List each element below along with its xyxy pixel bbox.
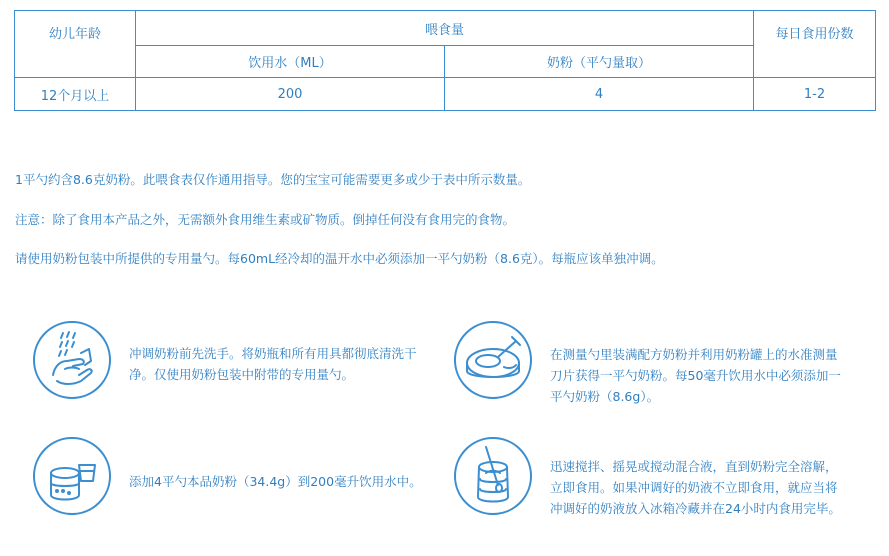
step-text: 在测量勺里装满配方奶粉并利用奶粉罐上的水准测量刀片获得一平勺奶粉。每50毫升饮用水中必须添加一平勺奶粉（8.6g）。 [550,347,841,404]
feeding-amount-header: 喂食量 [136,11,754,46]
step-wash-hands [33,321,473,411]
age-cell: 12个月以上 [15,78,136,111]
water-header: 饮用水（ML） [136,46,445,78]
step-mix-serve [454,437,889,527]
step-measure-powder [454,321,889,411]
powder-header: 奶粉（平勺量取） [445,46,754,78]
age-header: 幼儿年龄 [15,11,136,78]
stirring-icon [454,437,532,515]
caution-note: 注意：除了食用本产品之外，无需额外食用维生素或矿物质。倒掉任何没有食用完的食物。 [15,212,516,227]
hand-washing-icon [33,321,111,399]
scoop-note: 1平勺约含8.6克奶粉。此喂食表仅作通用指导。您的宝宝可能需要更多或少于表中所示数量。 [15,172,531,187]
measuring-scoop-icon [454,321,532,399]
powder-cell: 4 [445,78,754,111]
step-text: 迅速搅拌、摇晃或搅动混合液，直到奶粉完全溶解，立即食用。如果冲调好的奶液不立即食用，就应当将冲调好的奶液放入冰箱冷藏并在24小时内食用完毕。 [550,459,841,516]
daily-servings-header: 每日食用份数 [754,11,876,78]
step-text: 冲调奶粉前先洗手。将奶瓶和所有用具都彻底清洗干净。仅使用奶粉包装中附带的专用量勺。 [129,346,417,382]
feeding-table [14,10,876,111]
table-row [15,78,876,111]
step-text: 添加4平勺本品奶粉（34.4g）到200毫升饮用水中。 [129,474,422,489]
water-cell: 200 [136,78,445,111]
pouring-powder-icon [33,437,111,515]
step-add-powder [33,437,473,527]
usage-note: 请使用奶粉包装中所提供的专用量勺。每60mL经冷却的温开水中必须添加一平勺奶粉（8.6克）。每瓶应该单独冲调。 [15,251,664,266]
servings-cell: 1-2 [754,78,876,111]
